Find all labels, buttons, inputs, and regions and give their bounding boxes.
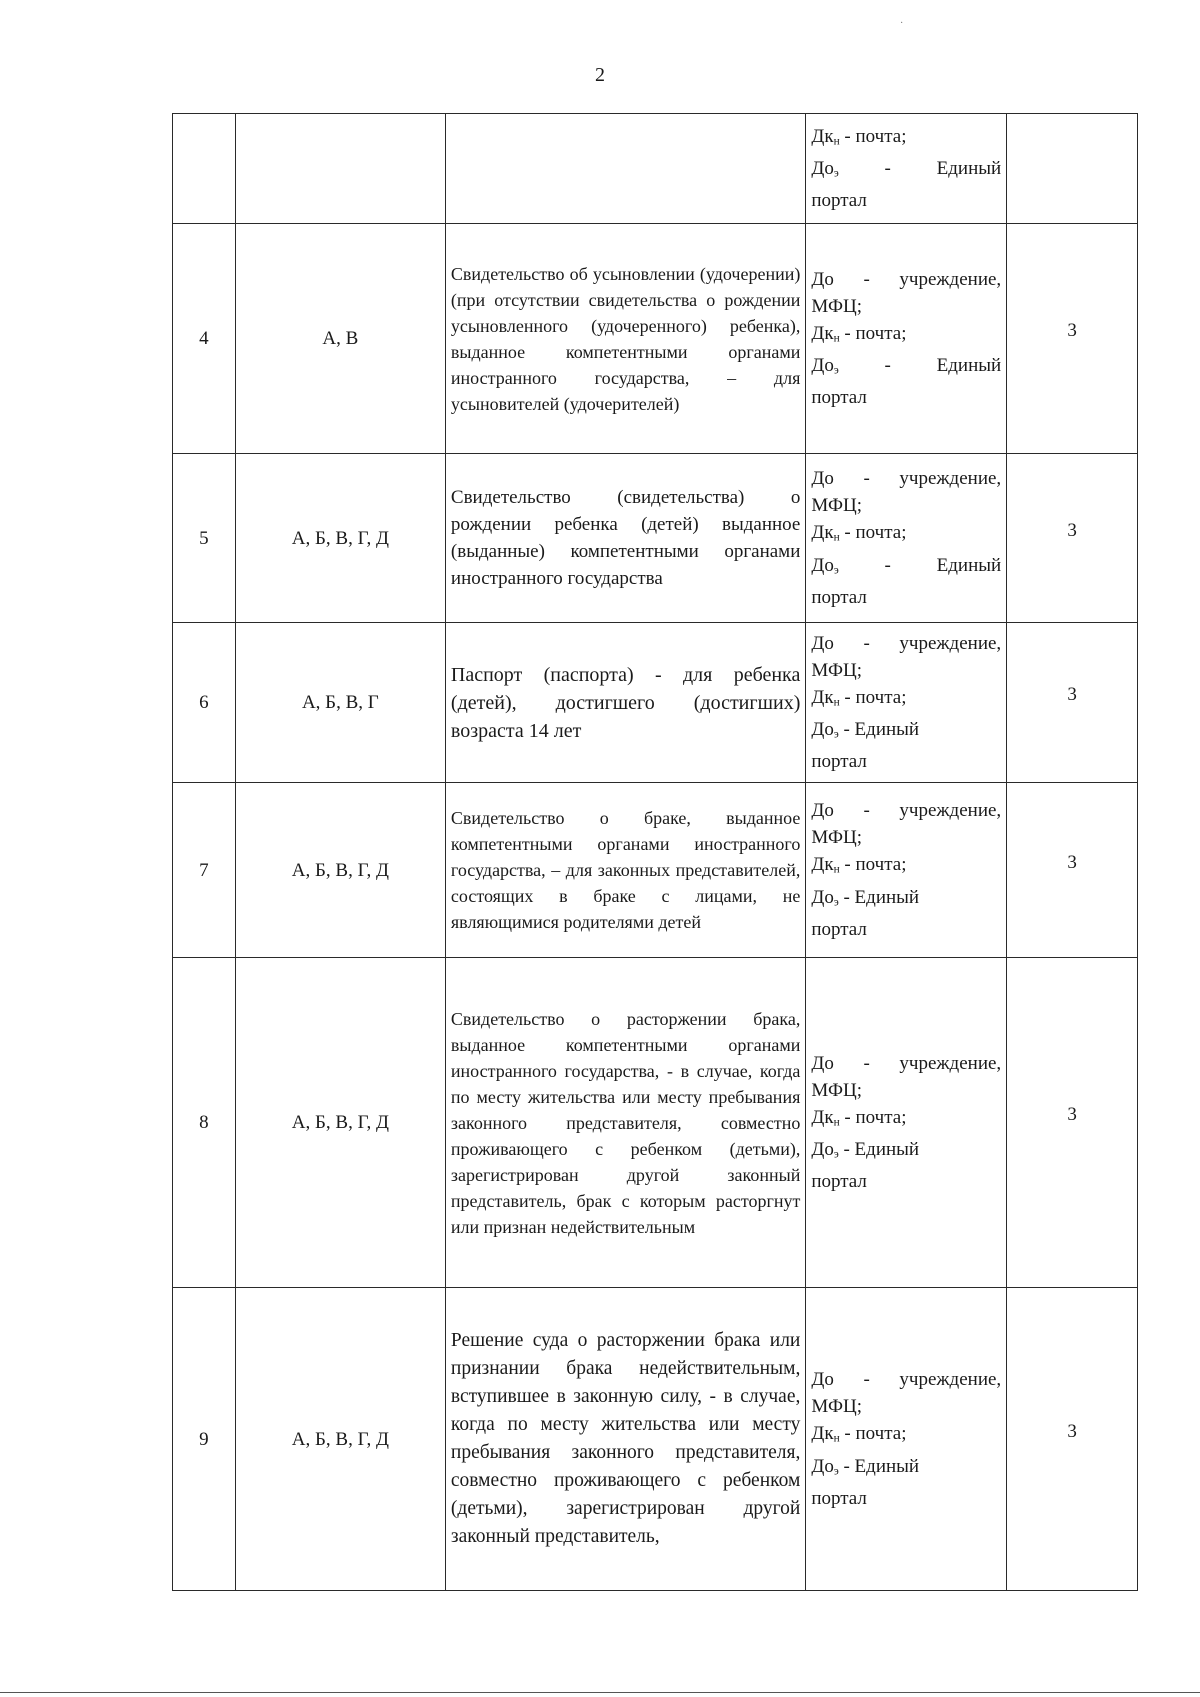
delivery-line-suffix: - Единый (838, 554, 1002, 576)
delivery-line-text: портал (811, 387, 867, 409)
delivery-line-text: Дк (811, 854, 834, 876)
delivery-line (811, 384, 1001, 411)
scan-mark: · (900, 18, 904, 29)
row-categories: А, Б, В, Г (235, 623, 445, 783)
delivery-line (811, 187, 1001, 214)
delivery-line-text: До - учреждение, МФЦ; (811, 468, 1002, 517)
delivery-line-subscript: э (833, 895, 839, 908)
delivery-line-text: Дк (811, 686, 834, 708)
delivery-line-text: До (811, 554, 834, 576)
delivery-line-text: портал (811, 1171, 867, 1193)
row-days-value: 3 (1067, 1104, 1077, 1125)
row-categories: А, Б, В, Г, Д (235, 783, 445, 958)
delivery-line-text: Дк (811, 125, 834, 147)
delivery-line (811, 748, 1001, 775)
delivery-line-suffix: - Единый (838, 1139, 920, 1160)
row-days-value: 3 (1067, 851, 1077, 873)
table-row (173, 958, 1138, 1288)
delivery-line-text: До (811, 1139, 834, 1160)
delivery-line-text: портал (811, 190, 867, 212)
delivery-line (811, 1420, 1001, 1452)
delivery-line-text: До (811, 158, 834, 179)
delivery-line (811, 1453, 1001, 1485)
delivery-line-text: До (811, 886, 834, 908)
row-days (1007, 454, 1138, 623)
documents-table (172, 113, 1138, 1591)
delivery-line-subscript: н (833, 332, 840, 344)
row-delivery (806, 1288, 1007, 1591)
row-days-value: 3 (1067, 684, 1077, 705)
delivery-line-suffix: - почта; (839, 1423, 907, 1445)
delivery-line-suffix: - Единый (838, 719, 920, 740)
delivery-line (811, 584, 1001, 611)
row-document: Свидетельство о браке, выданное компетентными органами иностранного государства, – для законных представителей, состоящих в браке с лицами, не являющимися родителями детей (445, 783, 805, 958)
table-row (173, 114, 1138, 224)
delivery-line-suffix: - Единый (838, 158, 1002, 179)
delivery-line (811, 155, 1001, 187)
delivery-line (811, 465, 1001, 519)
row-document: Свидетельство о расторжении брака, выданное компетентными органами иностранного государства, - в случае, когда по месту жительства или месту пребывания законного представителя, совместно проживающего с ребенком (детьми), зарегистрирован другой законный представитель, брак с которым расторгнут или признан недействительным (445, 958, 805, 1288)
delivery-line-text: портал (811, 1487, 867, 1509)
delivery-line-text: До - учреждение, МФЦ; (811, 632, 1002, 681)
delivery-line-suffix: - Единый (838, 355, 1002, 376)
delivery-line (811, 684, 1001, 716)
delivery-line (811, 851, 1001, 883)
delivery-line (811, 123, 1001, 155)
delivery-line-subscript: э (833, 1148, 839, 1161)
row-categories: А, Б, В, Г, Д (235, 454, 445, 623)
delivery-line-subscript: э (833, 1464, 839, 1477)
delivery-line (811, 630, 1001, 684)
delivery-line-text: портал (811, 918, 867, 940)
delivery-line (811, 1050, 1001, 1104)
table-row (173, 623, 1138, 783)
delivery-line-text: Дк (811, 322, 834, 344)
table-row (173, 1288, 1138, 1591)
delivery-line (811, 266, 1001, 320)
delivery-line (811, 797, 1001, 851)
row-delivery (806, 958, 1007, 1288)
delivery-line (811, 1366, 1001, 1420)
delivery-line-text: До - учреждение, МФЦ; (811, 1052, 1002, 1101)
delivery-line-suffix: - почта; (839, 1106, 907, 1128)
row-number: 7 (173, 783, 236, 958)
row-delivery (806, 224, 1007, 454)
delivery-line (811, 552, 1001, 584)
delivery-line (811, 320, 1001, 352)
delivery-line-text: До (811, 355, 834, 376)
row-categories: А, Б, В, Г, Д (235, 958, 445, 1288)
row-document: Паспорт (паспорта) - для ребенка (детей), достигшего (достигших) возраста 14 лет (445, 623, 805, 783)
delivery-line-subscript: н (833, 863, 840, 876)
delivery-line-text: До - учреждение, МФЦ; (811, 1369, 1002, 1418)
row-number: 6 (173, 623, 236, 783)
row-delivery (806, 114, 1007, 224)
delivery-line (811, 884, 1001, 916)
delivery-line-subscript: н (833, 696, 840, 708)
row-days (1007, 623, 1138, 783)
delivery-line (811, 519, 1001, 551)
delivery-line-text: Дк (811, 1106, 834, 1128)
row-delivery (806, 783, 1007, 958)
delivery-line-subscript: н (833, 531, 840, 544)
row-number: 8 (173, 958, 236, 1288)
row-days-value: 3 (1067, 320, 1077, 341)
delivery-line-suffix: - почта; (839, 522, 907, 544)
page-bottom-rule (0, 1692, 1200, 1693)
row-categories: А, В (235, 224, 445, 454)
delivery-line-text: портал (811, 751, 867, 773)
delivery-line (811, 1136, 1001, 1168)
delivery-line (811, 916, 1001, 943)
table-row (173, 224, 1138, 454)
row-delivery (806, 623, 1007, 783)
row-number: 4 (173, 224, 236, 454)
delivery-line-subscript: э (833, 364, 839, 377)
delivery-line-subscript: э (833, 563, 839, 576)
row-delivery (806, 454, 1007, 623)
page-number: 2 (595, 64, 605, 86)
row-document (445, 114, 805, 224)
table-row (173, 454, 1138, 623)
delivery-line-subscript: э (833, 728, 839, 741)
row-days (1007, 958, 1138, 1288)
delivery-line-text: портал (811, 586, 867, 608)
row-document: Свидетельство об усыновлении (удочерении) (при отсутствии свидетельства о рождении усыновленного (удочеренного) ребенка), выданное компетентными органами иностранного государства, – для усыновителей (удочерителей) (445, 224, 805, 454)
row-number: 5 (173, 454, 236, 623)
delivery-line (811, 1168, 1001, 1195)
delivery-line (811, 352, 1001, 384)
delivery-line-suffix: - почта; (839, 322, 907, 344)
delivery-line-suffix: - Единый (838, 886, 920, 908)
table-row (173, 783, 1138, 958)
row-days-value: 3 (1067, 519, 1077, 541)
row-document: Решение суда о расторжении брака или признании брака недействительным, вступившее в законную силу, - в случае, когда по месту жительства или месту пребывания законного представителя, совместно проживающего с ребенком (детьми), зарегистрирован другой законный представитель, (445, 1288, 805, 1591)
delivery-line-subscript: э (833, 167, 839, 180)
delivery-line (811, 1104, 1001, 1136)
delivery-line-text: Дк (811, 1423, 834, 1445)
row-number: 9 (173, 1288, 236, 1591)
delivery-line-suffix: - почта; (839, 854, 907, 876)
row-days-value: 3 (1067, 1420, 1077, 1442)
delivery-line-suffix: - почта; (839, 125, 907, 147)
delivery-line (811, 1485, 1001, 1512)
row-categories (235, 114, 445, 224)
delivery-line-suffix: - почта; (839, 686, 907, 708)
row-document: Свидетельство (свидетельства) о рождении ребенка (детей) выданное (выданные) компетентными органами иностранного государства (445, 454, 805, 623)
delivery-line-text: До (811, 1455, 834, 1477)
delivery-line-subscript: н (833, 1432, 840, 1445)
row-number (173, 114, 236, 224)
delivery-line-text: До - учреждение, МФЦ; (811, 800, 1002, 849)
delivery-line-subscript: н (833, 135, 840, 147)
row-days (1007, 1288, 1138, 1591)
delivery-line-suffix: - Единый (838, 1455, 920, 1477)
delivery-line-text: До (811, 719, 834, 740)
row-days (1007, 783, 1138, 958)
row-days (1007, 114, 1138, 224)
row-categories: А, Б, В, Г, Д (235, 1288, 445, 1591)
delivery-line-text: До - учреждение, МФЦ; (811, 268, 1002, 317)
row-days (1007, 224, 1138, 454)
delivery-line-text: Дк (811, 522, 834, 544)
delivery-line (811, 716, 1001, 748)
delivery-line-subscript: н (833, 1116, 840, 1128)
